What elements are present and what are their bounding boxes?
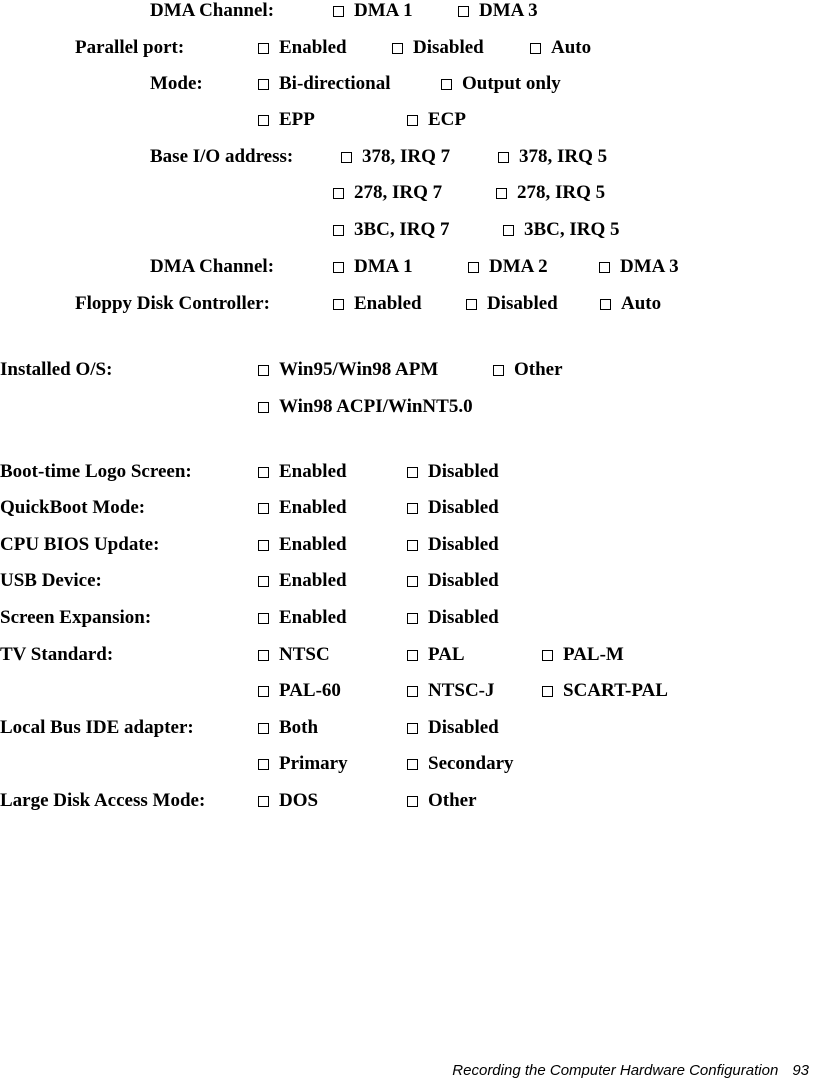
installed-os-label: Installed O/S: (0, 359, 113, 380)
checkbox-icon (466, 299, 477, 310)
quickboot-label: QuickBoot Mode: (0, 497, 146, 518)
floppy-disk-controller-label: Floppy Disk Controller: (75, 293, 270, 314)
boot-logo-label: Boot-time Logo Screen: (0, 461, 192, 482)
ide-disabled-checkbox[interactable]: Disabled (407, 717, 499, 739)
checkbox-icon (258, 540, 269, 551)
checkbox-icon (542, 686, 553, 697)
mode-label: Mode: (150, 73, 203, 94)
checkbox-icon (407, 613, 418, 624)
lba-other-checkbox[interactable]: Other (407, 790, 477, 812)
quickboot-enabled-checkbox[interactable]: Enabled (258, 497, 347, 519)
tv-ntsc-checkbox[interactable]: NTSC (258, 644, 330, 666)
boot-logo-disabled-checkbox[interactable]: Disabled (407, 461, 499, 483)
checkbox-icon (333, 6, 344, 17)
checkbox-icon (407, 115, 418, 126)
checkbox-icon (407, 686, 418, 697)
screen-expansion-enabled-checkbox[interactable]: Enabled (258, 607, 347, 629)
dma2-1-checkbox[interactable]: DMA 1 (333, 256, 413, 278)
dma-1-checkbox[interactable]: DMA 1 (333, 0, 413, 22)
dma2-3-checkbox[interactable]: DMA 3 (599, 256, 679, 278)
parallel-disabled-checkbox[interactable]: Disabled (392, 37, 484, 59)
os-other-checkbox[interactable]: Other (493, 359, 563, 381)
large-disk-access-label: Large Disk Access Mode: (0, 790, 206, 811)
checkbox-icon (542, 650, 553, 661)
checkbox-icon (493, 365, 504, 376)
quickboot-disabled-checkbox[interactable]: Disabled (407, 497, 499, 519)
usb-disabled-checkbox[interactable]: Disabled (407, 570, 499, 592)
ide-both-checkbox[interactable]: Both (258, 717, 318, 739)
page-number: 93 (792, 1062, 809, 1079)
checkbox-icon (258, 759, 269, 770)
tv-pal-60-checkbox[interactable]: PAL-60 (258, 680, 341, 702)
footer-title: Recording the Computer Hardware Configuration (452, 1062, 779, 1079)
checkbox-icon (341, 152, 352, 163)
checkbox-icon (407, 503, 418, 514)
checkbox-icon (600, 299, 611, 310)
checkbox-icon (496, 188, 507, 199)
usb-device-label: USB Device: (0, 570, 102, 591)
checkbox-icon (258, 576, 269, 587)
mode-bidirectional-checkbox[interactable]: Bi-directional (258, 73, 391, 95)
checkbox-icon (468, 262, 479, 273)
checkbox-icon (599, 262, 610, 273)
dma2-2-checkbox[interactable]: DMA 2 (468, 256, 548, 278)
tv-pal-checkbox[interactable]: PAL (407, 644, 465, 666)
screen-expansion-disabled-checkbox[interactable]: Disabled (407, 607, 499, 629)
os-win98-acpi-checkbox[interactable]: Win98 ACPI/WinNT5.0 (258, 396, 473, 418)
cpu-bios-enabled-checkbox[interactable]: Enabled (258, 534, 347, 556)
tv-standard-label: TV Standard: (0, 644, 114, 665)
checkbox-icon (407, 796, 418, 807)
lba-dos-checkbox[interactable]: DOS (258, 790, 318, 812)
checkbox-icon (407, 759, 418, 770)
checkbox-icon (258, 115, 269, 126)
mode-ecp-checkbox[interactable]: ECP (407, 109, 466, 131)
base-io-278-irq5-checkbox[interactable]: 278, IRQ 5 (496, 182, 605, 204)
checkbox-icon (258, 43, 269, 54)
mode-output-only-checkbox[interactable]: Output only (441, 73, 561, 95)
checkbox-icon (333, 225, 344, 236)
dma-channel-label: DMA Channel: (150, 0, 275, 21)
tv-ntsc-j-checkbox[interactable]: NTSC-J (407, 680, 495, 702)
cpu-bios-update-label: CPU BIOS Update: (0, 534, 160, 555)
parallel-enabled-checkbox[interactable]: Enabled (258, 37, 347, 59)
checkbox-icon (258, 686, 269, 697)
checkbox-icon (407, 467, 418, 478)
checkbox-icon (258, 796, 269, 807)
ide-secondary-checkbox[interactable]: Secondary (407, 753, 514, 775)
parallel-port-label: Parallel port: (75, 37, 185, 58)
dma-channel-label-2: DMA Channel: (150, 256, 275, 277)
screen-expansion-label: Screen Expansion: (0, 607, 152, 628)
base-io-378-irq7-checkbox[interactable]: 378, IRQ 7 (341, 146, 450, 168)
checkbox-icon (407, 540, 418, 551)
checkbox-icon (498, 152, 509, 163)
parallel-auto-checkbox[interactable]: Auto (530, 37, 591, 59)
tv-scart-pal-checkbox[interactable]: SCART-PAL (542, 680, 668, 702)
checkbox-icon (258, 650, 269, 661)
checkbox-icon (458, 6, 469, 17)
checkbox-icon (407, 576, 418, 587)
mode-epp-checkbox[interactable]: EPP (258, 109, 315, 131)
base-io-3bc-irq7-checkbox[interactable]: 3BC, IRQ 7 (333, 219, 450, 241)
checkbox-icon (333, 262, 344, 273)
checkbox-icon (258, 402, 269, 413)
floppy-enabled-checkbox[interactable]: Enabled (333, 293, 422, 315)
checkbox-icon (258, 365, 269, 376)
checkbox-icon (258, 723, 269, 734)
checkbox-icon (441, 79, 452, 90)
base-io-3bc-irq5-checkbox[interactable]: 3BC, IRQ 5 (503, 219, 620, 241)
checkbox-icon (407, 650, 418, 661)
checkbox-icon (530, 43, 541, 54)
checkbox-icon (258, 79, 269, 90)
checkbox-icon (333, 188, 344, 199)
base-io-378-irq5-checkbox[interactable]: 378, IRQ 5 (498, 146, 607, 168)
checkbox-icon (333, 299, 344, 310)
checkbox-icon (258, 467, 269, 478)
floppy-auto-checkbox[interactable]: Auto (600, 293, 661, 315)
base-io-address-label: Base I/O address: (150, 146, 294, 167)
checkbox-icon (392, 43, 403, 54)
usb-enabled-checkbox[interactable]: Enabled (258, 570, 347, 592)
cpu-bios-disabled-checkbox[interactable]: Disabled (407, 534, 499, 556)
tv-pal-m-checkbox[interactable]: PAL-M (542, 644, 624, 666)
dma-3-checkbox[interactable]: DMA 3 (458, 0, 538, 22)
checkbox-icon (258, 503, 269, 514)
checkbox-icon (407, 723, 418, 734)
base-io-278-irq7-checkbox[interactable]: 278, IRQ 7 (333, 182, 442, 204)
page-footer (452, 1062, 809, 1079)
checkbox-icon (258, 613, 269, 624)
checkbox-icon (503, 225, 514, 236)
os-win95-apm-checkbox[interactable]: Win95/Win98 APM (258, 359, 438, 381)
boot-logo-enabled-checkbox[interactable]: Enabled (258, 461, 347, 483)
floppy-disabled-checkbox[interactable]: Disabled (466, 293, 558, 315)
ide-primary-checkbox[interactable]: Primary (258, 753, 348, 775)
ide-adapter-label: Local Bus IDE adapter: (0, 717, 194, 738)
